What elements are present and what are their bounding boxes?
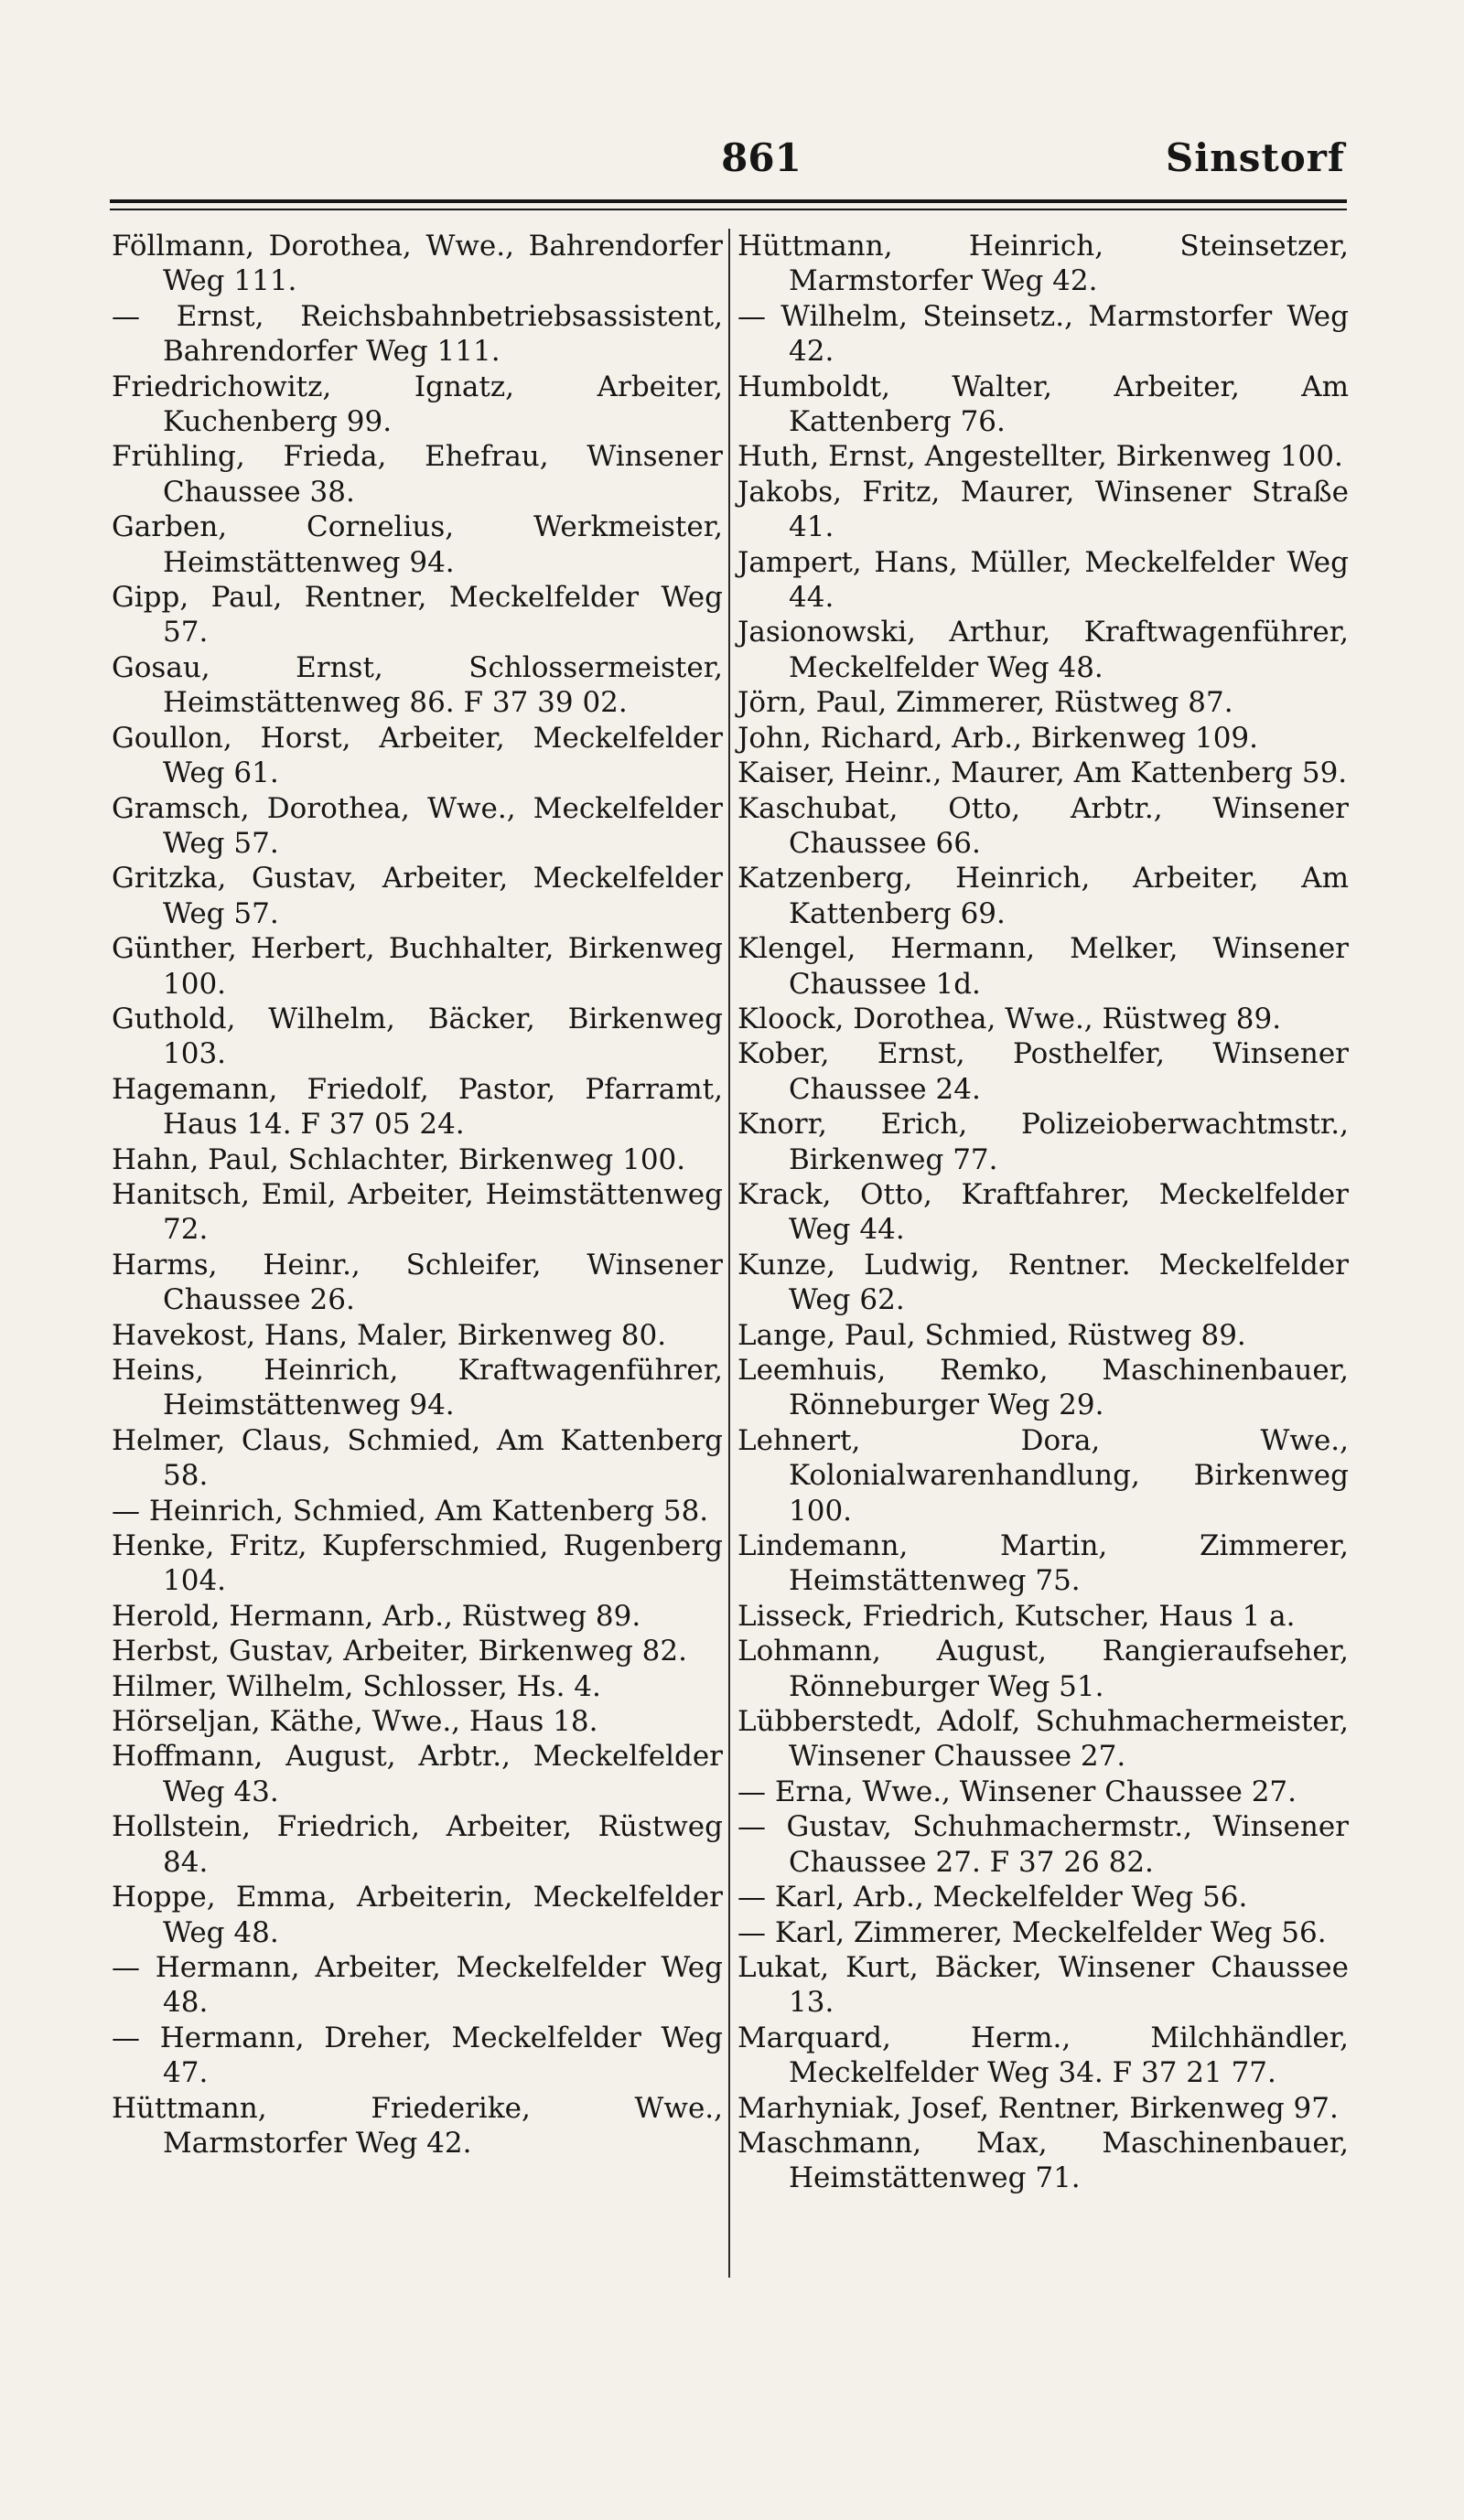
directory-entry: — Heinrich, Schmied, Am Kattenberg 58.: [112, 1494, 709, 1528]
directory-entry: Kaschubat, Otto, Arbtr., Winsener Chaussee 66.: [737, 791, 1349, 860]
directory-entry: — Erna, Wwe., Winsener Chaussee 27.: [737, 1775, 1297, 1808]
directory-entry: Guthold, Wilhelm, Bäcker, Birkenweg 103.: [112, 1002, 723, 1071]
directory-entry: — Ernst, Reichsbahnbetriebsassistent, Bahrendorfer Weg 111.: [112, 299, 723, 369]
directory-entry: Kunze, Ludwig, Rentner. Meckelfelder Weg 62.: [737, 1248, 1349, 1317]
directory-entry: Kaiser, Heinr., Maurer, Am Kattenberg 59.: [737, 756, 1348, 790]
directory-entry: Lohmann, August, Rangieraufseher, Rönneburger Weg 51.: [737, 1635, 1349, 1703]
header-rule-thick: [110, 199, 1347, 203]
directory-entry: — Wilhelm, Steinsetz., Marmstorfer Weg 42.: [737, 299, 1349, 369]
directory-entry: Huth, Ernst, Angestellter, Birkenweg 100.: [737, 440, 1343, 474]
directory-entry: Frühling, Frieda, Ehefrau, Winsener Chaussee 38.: [112, 440, 723, 509]
directory-entry: Hörseljan, Käthe, Wwe., Haus 18.: [112, 1705, 598, 1739]
directory-entry: Hüttmann, Heinrich, Steinsetzer, Marmstorfer Weg 42.: [737, 230, 1349, 298]
directory-entry: Gipp, Paul, Rentner, Meckelfelder Weg 57.: [112, 581, 723, 649]
directory-entry: Helmer, Claus, Schmied, Am Kattenberg 58.: [112, 1423, 723, 1493]
directory-entry: Herbst, Gustav, Arbeiter, Birkenweg 82.: [112, 1635, 687, 1668]
directory-entry: Jasionowski, Arthur, Kraftwagenführer, Meckelfelder Weg 48.: [737, 616, 1349, 684]
directory-entry: Hahn, Paul, Schlachter, Birkenweg 100.: [112, 1142, 686, 1176]
directory-entry: Kloock, Dorothea, Wwe., Rüstweg 89.: [737, 1002, 1282, 1035]
directory-entry: Hanitsch, Emil, Arbeiter, Heimstättenweg 72.: [112, 1177, 723, 1247]
directory-entry: Hoppe, Emma, Arbeiterin, Meckelfelder Weg 48.: [112, 1881, 723, 1949]
directory-entry: Katzenberg, Heinrich, Arbeiter, Am Kattenberg 69.: [737, 862, 1349, 930]
place-name: Sinstorf: [1165, 135, 1345, 180]
directory-entry: Friedrichowitz, Ignatz, Arbeiter, Kuchenberg 99.: [112, 370, 723, 439]
directory-entry: Lindemann, Martin, Zimmerer, Heimstättenweg 75.: [737, 1529, 1349, 1598]
right-column: [737, 229, 1349, 2196]
directory-entry: — Gustav, Schuhmachermstr., Winsener Chaussee 27. F 37 26 82.: [737, 1810, 1349, 1879]
directory-entry: Jampert, Hans, Müller, Meckelfelder Weg 44.: [737, 545, 1349, 615]
directory-entry: Hollstein, Friedrich, Arbeiter, Rüstweg 84.: [112, 1810, 723, 1879]
page-number: 861: [721, 135, 802, 180]
directory-entry: Havekost, Hans, Maler, Birkenweg 80.: [112, 1318, 667, 1352]
directory-entry: Lübberstedt, Adolf, Schuhmachermeister, Winsener Chaussee 27.: [737, 1705, 1349, 1774]
left-column: [112, 229, 723, 2161]
directory-entry: Gosau, Ernst, Schlossermeister, Heimstättenweg 86. F 37 39 02.: [112, 650, 723, 720]
directory-entry: John, Richard, Arb., Birkenweg 109.: [737, 721, 1258, 755]
directory-entry: Goullon, Horst, Arbeiter, Meckelfelder Weg 61.: [112, 721, 723, 790]
directory-entry: Hoffmann, August, Arbtr., Meckelfelder Weg 43.: [112, 1740, 723, 1808]
directory-entry: Humboldt, Walter, Arbeiter, Am Kattenberg 76.: [737, 370, 1349, 439]
directory-entry: Garben, Cornelius, Werkmeister, Heimstättenweg 94.: [112, 510, 723, 579]
directory-entry: Marhyniak, Josef, Rentner, Birkenweg 97.: [737, 2091, 1339, 2125]
directory-entry: Krack, Otto, Kraftfahrer, Meckelfelder Weg 44.: [737, 1177, 1349, 1247]
directory-entry: Jörn, Paul, Zimmerer, Rüstweg 87.: [737, 686, 1233, 720]
directory-entry: Hüttmann, Friederike, Wwe., Marmstorfer Weg 42.: [112, 2091, 723, 2160]
directory-entry: — Karl, Zimmerer, Meckelfelder Weg 56.: [737, 1915, 1327, 1949]
page-header: [110, 135, 1345, 190]
directory-entry: Gritzka, Gustav, Arbeiter, Meckelfelder Weg 57.: [112, 862, 723, 930]
directory-entry: Knorr, Erich, Polizeioberwachtmstr., Birkenweg 77.: [737, 1108, 1349, 1176]
directory-entry: Lehnert, Dora, Wwe., Kolonialwarenhandlung, Birkenweg 100.: [737, 1423, 1349, 1528]
directory-entry: Henke, Fritz, Kupferschmied, Rugenberg 104.: [112, 1529, 723, 1598]
directory-entry: — Hermann, Dreher, Meckelfelder Weg 47.: [112, 2021, 723, 2090]
directory-entry: Herold, Hermann, Arb., Rüstweg 89.: [112, 1599, 641, 1633]
directory-entry: Heins, Heinrich, Kraftwagenführer, Heimstättenweg 94.: [112, 1354, 723, 1422]
directory-entry: Lange, Paul, Schmied, Rüstweg 89.: [737, 1318, 1246, 1352]
column-divider: [728, 229, 730, 2278]
directory-entry: Gramsch, Dorothea, Wwe., Meckelfelder Weg 57.: [112, 791, 723, 860]
directory-entry: Leemhuis, Remko, Maschinenbauer, Rönneburger Weg 29.: [737, 1354, 1349, 1422]
directory-entry: Föllmann, Dorothea, Wwe., Bahrendorfer Weg 111.: [112, 230, 723, 298]
directory-entry: Harms, Heinr., Schleifer, Winsener Chaussee 26.: [112, 1248, 723, 1317]
directory-entry: Hagemann, Friedolf, Pastor, Pfarramt, Haus 14. F 37 05 24.: [112, 1072, 723, 1142]
directory-entry: Maschmann, Max, Maschinenbauer, Heimstättenweg 71.: [737, 2126, 1349, 2195]
directory-entry: Klengel, Hermann, Melker, Winsener Chaussee 1d.: [737, 932, 1349, 1001]
directory-entry: Hilmer, Wilhelm, Schlosser, Hs. 4.: [112, 1669, 601, 1703]
directory-entry: — Karl, Arb., Meckelfelder Weg 56.: [737, 1881, 1248, 1914]
header-rule-thin: [110, 209, 1347, 210]
directory-entry: Lisseck, Friedrich, Kutscher, Haus 1 a.: [737, 1599, 1296, 1633]
directory-entry: Kober, Ernst, Posthelfer, Winsener Chaussee 24.: [737, 1037, 1349, 1106]
directory-entry: Marquard, Herm., Milchhändler, Meckelfelder Weg 34. F 37 21 77.: [737, 2021, 1349, 2090]
directory-entry: Jakobs, Fritz, Maurer, Winsener Straße 41.: [737, 475, 1349, 544]
directory-entry: Günther, Herbert, Buchhalter, Birkenweg 100.: [112, 932, 723, 1001]
directory-entry: — Hermann, Arbeiter, Meckelfelder Weg 48.: [112, 1950, 723, 2020]
directory-entry: Lukat, Kurt, Bäcker, Winsener Chaussee 13.: [737, 1950, 1349, 2020]
